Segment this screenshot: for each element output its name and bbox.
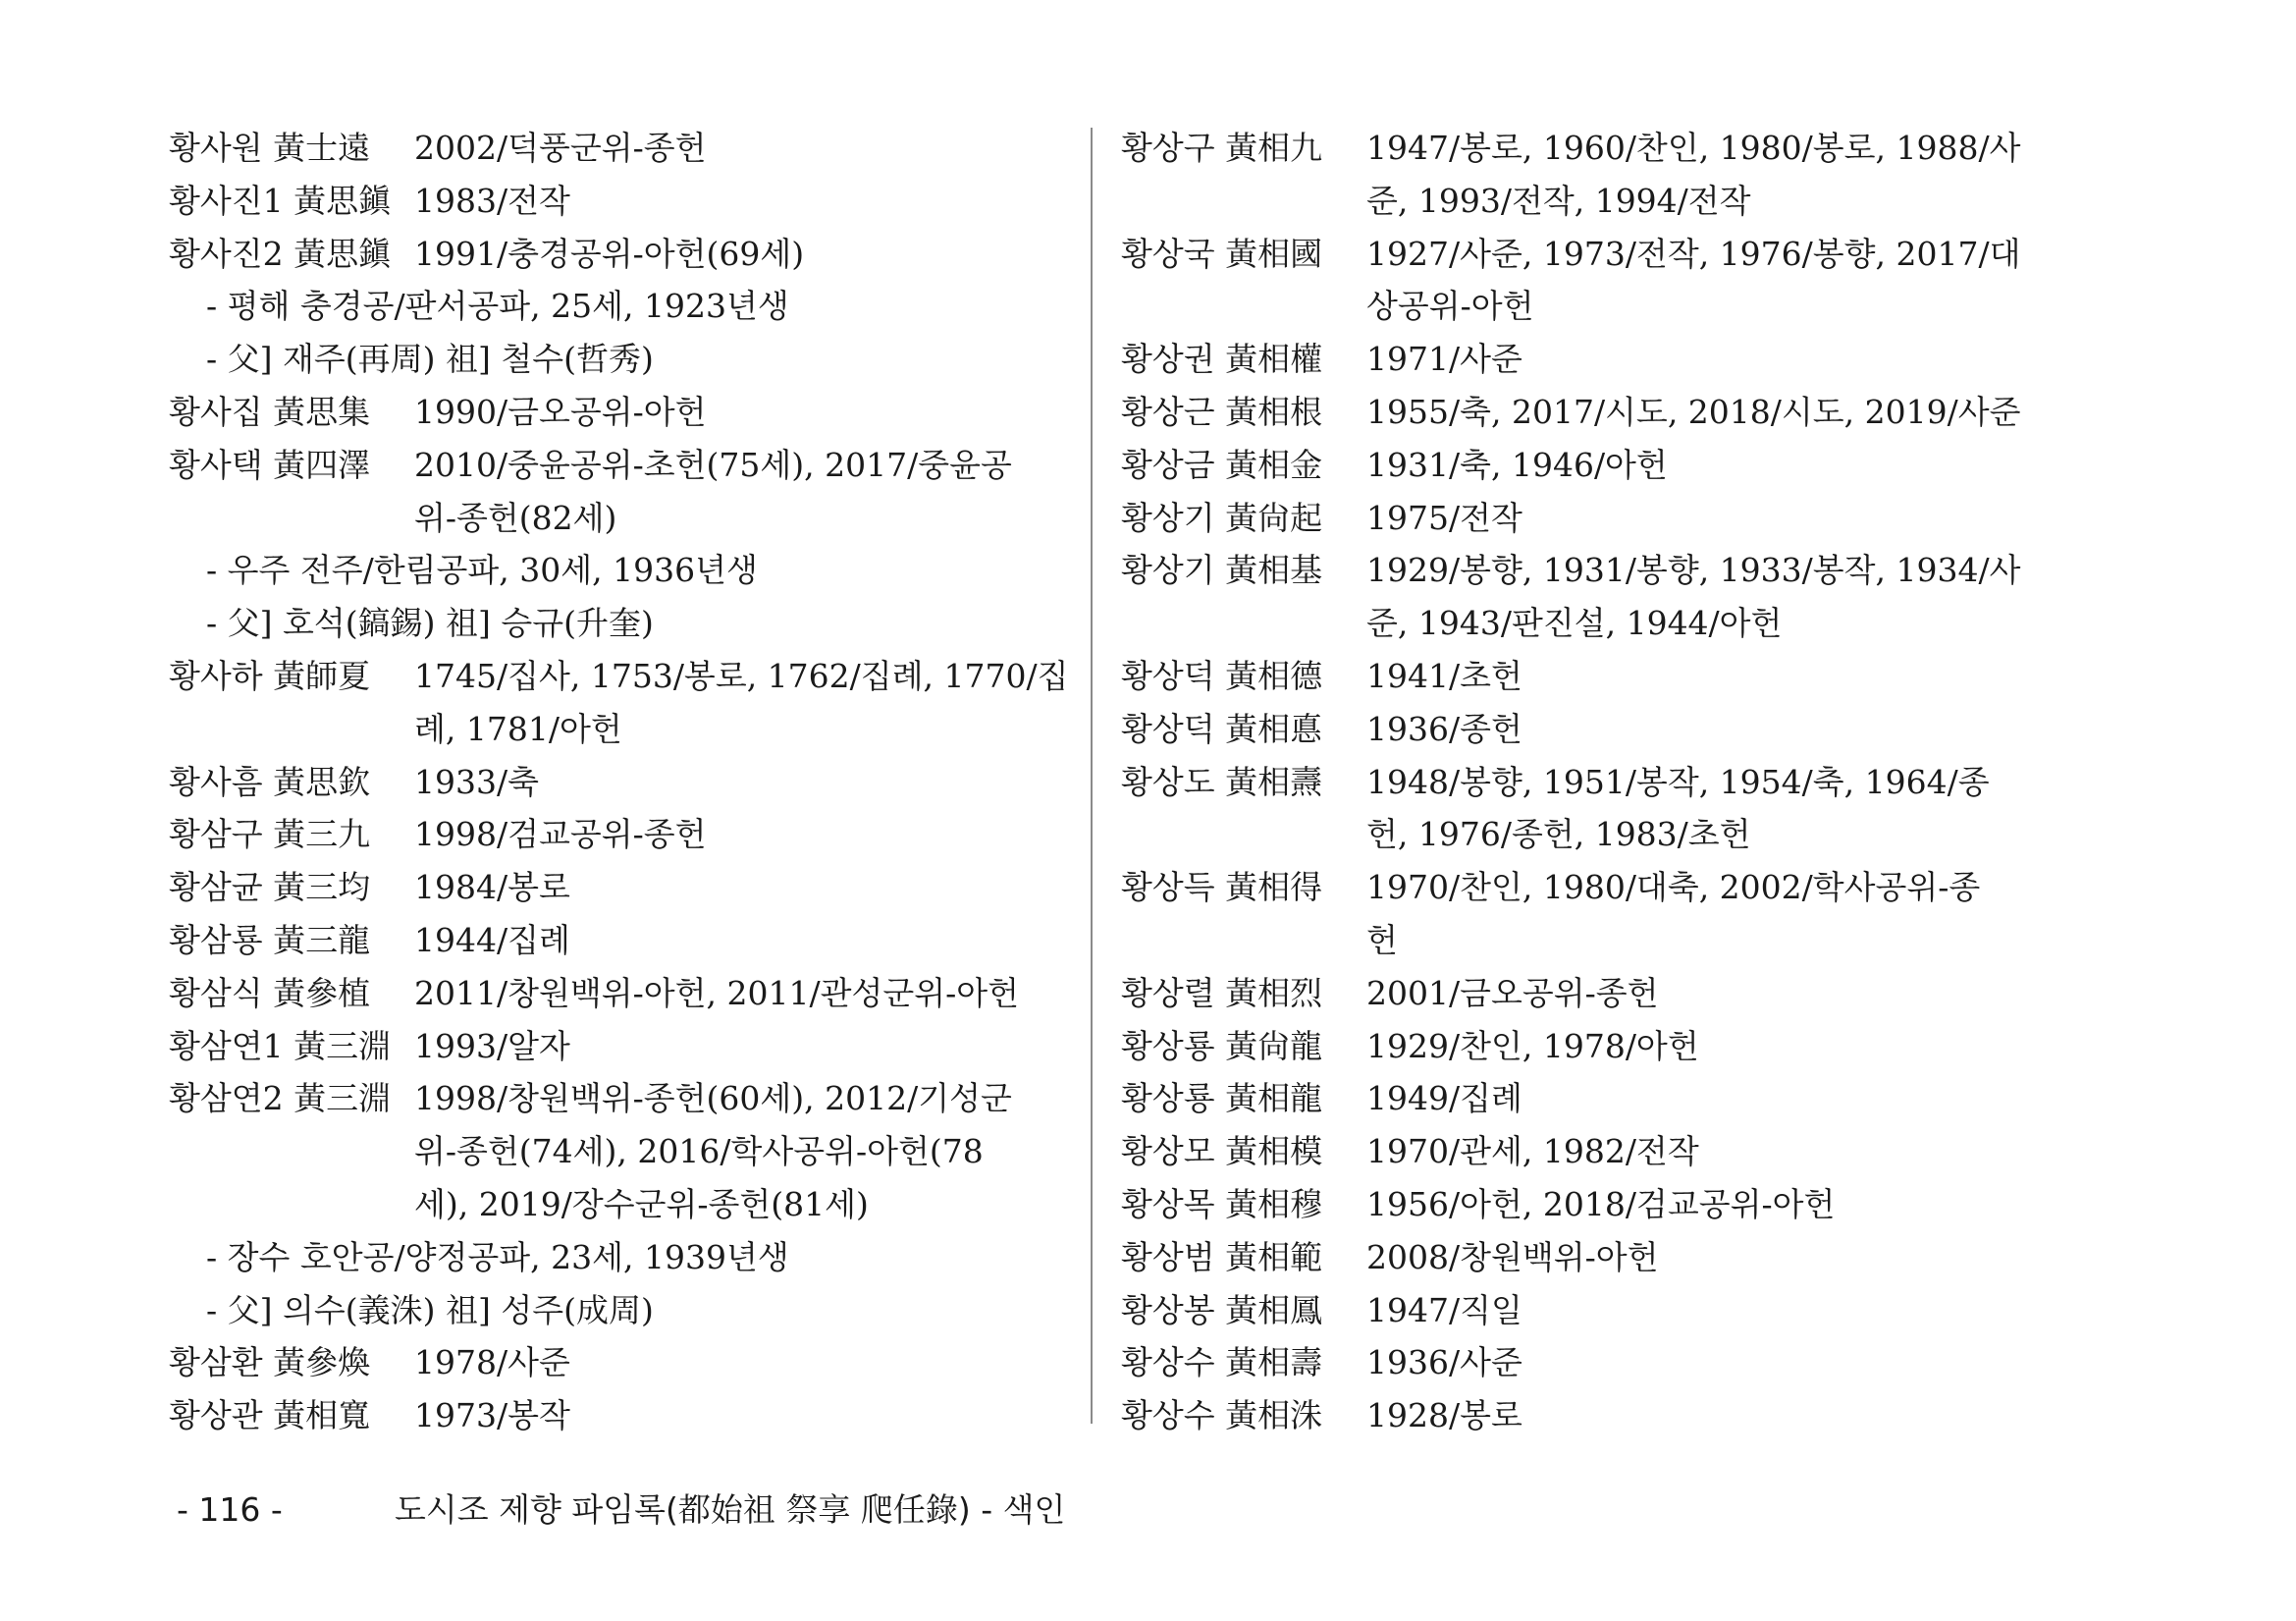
index-entry	[1121, 333, 2024, 386]
entry-record: 위-종헌(82세)	[414, 498, 617, 537]
index-entry	[169, 861, 1072, 914]
index-entry	[169, 808, 1072, 861]
entry-name: 황상덕 黃相悳	[1121, 709, 1323, 748]
entry-record: 1948/봉향, 1951/봉작, 1954/축, 1964/종	[1366, 762, 1990, 801]
index-entry	[169, 228, 1072, 281]
entry-record: 헌	[1366, 920, 1398, 959]
index-entry-continuation	[1121, 597, 2024, 650]
entry-record: 준, 1943/판진설, 1944/아헌	[1366, 604, 1783, 643]
index-entry	[1121, 1178, 2024, 1231]
entry-record: 위-종헌(74세), 2016/학사공위-아헌(78	[414, 1132, 984, 1171]
index-entry	[1121, 703, 2024, 756]
entry-name: 황상기 黃尙起	[1121, 498, 1323, 537]
index-entry	[1121, 967, 2024, 1020]
entry-record: 1956/아헌, 2018/검교공위-아헌	[1366, 1184, 1836, 1223]
index-entry	[169, 439, 1072, 492]
entry-name: 황삼연2 黃三淵	[169, 1079, 392, 1118]
entry-name: 황상득 黃相得	[1121, 868, 1323, 907]
index-entry	[1121, 1231, 2024, 1284]
entry-record: 1936/사준	[1366, 1343, 1522, 1382]
index-entry	[1121, 756, 2024, 809]
entry-record: - 父] 의수(義洙) 祖] 성주(成周)	[206, 1290, 654, 1329]
entry-record: 1931/축, 1946/아헌	[1366, 445, 1668, 484]
index-entry	[1121, 1072, 2024, 1125]
entry-record: - 장수 호안공/양정공파, 23세, 1939년생	[206, 1237, 789, 1276]
entry-name: 황상금 黃相金	[1121, 445, 1323, 484]
index-entry	[169, 650, 1072, 703]
entry-record: 상공위-아헌	[1366, 287, 1534, 326]
entry-record: 1949/집례	[1366, 1079, 1522, 1118]
entry-record: 1970/관세, 1982/전작	[1366, 1132, 1699, 1171]
entry-record: 1990/금오공위-아헌	[414, 392, 707, 431]
index-entry	[1121, 1125, 2024, 1178]
entry-name: 황상렬 黃相烈	[1121, 973, 1323, 1012]
entry-name: 황삼룡 黃三龍	[169, 920, 371, 959]
entry-record: - 평해 충경공/판서공파, 25세, 1923년생	[206, 287, 789, 326]
entry-record: - 우주 전주/한림공파, 30세, 1936년생	[206, 551, 758, 590]
entry-name: 황상봉 黃相鳳	[1121, 1290, 1323, 1329]
index-entry	[1121, 386, 2024, 439]
entry-name: 황상근 黃相根	[1121, 392, 1323, 431]
entry-record: 1947/직일	[1366, 1290, 1522, 1329]
entry-name: 황상모 黃相模	[1121, 1132, 1323, 1171]
entry-name: 황사흠 黃思欽	[169, 762, 371, 801]
index-entry	[1121, 650, 2024, 703]
index-entry-note	[169, 544, 1072, 597]
index-entry	[169, 967, 1072, 1020]
entry-record: - 父] 재주(再周) 祖] 철수(哲秀)	[206, 340, 654, 379]
entry-name: 황상수 黃相洙	[1121, 1396, 1323, 1435]
index-entry-continuation	[1121, 280, 2024, 333]
entry-name: 황상룡 黃尙龍	[1121, 1026, 1323, 1065]
index-entry-continuation	[1121, 175, 2024, 228]
entry-record: 례, 1781/아헌	[414, 709, 622, 748]
index-column-right	[1121, 122, 2024, 1442]
entry-record: 1928/봉로	[1366, 1396, 1522, 1435]
index-entry	[1121, 1389, 2024, 1442]
index-entry	[1121, 122, 2024, 175]
entry-name: 황삼환 黃參煥	[169, 1343, 371, 1382]
entry-name: 황상수 黃相壽	[1121, 1343, 1323, 1382]
index-entry	[1121, 1020, 2024, 1073]
index-entry-note	[169, 1231, 1072, 1284]
entry-name: 황상룡 黃相龍	[1121, 1079, 1323, 1118]
index-entry	[1121, 544, 2024, 597]
index-entry	[1121, 492, 2024, 545]
index-entry	[169, 1020, 1072, 1073]
entry-record: 1991/충경공위-아헌(69세)	[414, 234, 805, 273]
entry-record: 2001/금오공위-종헌	[1366, 973, 1659, 1012]
entry-record: 2011/창원백위-아헌, 2011/관성군위-아헌	[414, 973, 1020, 1012]
entry-record: 헌, 1976/종헌, 1983/초헌	[1366, 815, 1751, 854]
index-entry	[169, 175, 1072, 228]
index-entry	[169, 386, 1072, 439]
entry-name: 황삼균 黃三均	[169, 868, 371, 907]
index-entry	[1121, 861, 2024, 914]
index-entry	[1121, 439, 2024, 492]
entry-record: - 父] 호석(鎬錫) 祖] 승규(升奎)	[206, 604, 654, 643]
index-entry	[1121, 228, 2024, 281]
index-entry-note	[169, 333, 1072, 386]
index-entry-continuation	[1121, 808, 2024, 861]
entry-name: 황사원 黃士遠	[169, 129, 371, 167]
book-title: 도시조 제향 파임록(都始祖 祭享 爬任錄) - 색인	[395, 1490, 1066, 1529]
entry-name: 황상구 黃相九	[1121, 129, 1323, 167]
column-divider	[1091, 128, 1093, 1424]
entry-name: 황상관 黃相寬	[169, 1396, 371, 1435]
index-entry-note	[169, 1284, 1072, 1337]
entry-record: 1970/찬인, 1980/대축, 2002/학사공위-종	[1366, 868, 1981, 907]
index-entry	[169, 122, 1072, 175]
index-entry-continuation	[169, 1178, 1072, 1231]
entry-record: 세), 2019/장수군위-종헌(81세)	[414, 1184, 869, 1223]
entry-name: 황삼구 黃三九	[169, 815, 371, 854]
entry-record: 1955/축, 2017/시도, 2018/시도, 2019/사준	[1366, 392, 2021, 431]
index-column-left	[169, 122, 1072, 1442]
entry-record: 준, 1993/전작, 1994/전작	[1366, 181, 1751, 220]
entry-name: 황사집 黃思集	[169, 392, 371, 431]
entry-record: 1944/집례	[414, 920, 570, 959]
index-entry	[169, 1072, 1072, 1125]
entry-record: 1983/전작	[414, 181, 570, 220]
entry-name: 황상범 黃相範	[1121, 1237, 1323, 1276]
entry-name: 황상권 黃相權	[1121, 340, 1323, 379]
entry-record: 1929/찬인, 1978/아헌	[1366, 1026, 1699, 1065]
entry-name: 황사진1 黃思鎭	[169, 181, 392, 220]
entry-record: 2002/덕풍군위-종헌	[414, 129, 707, 167]
entry-record: 1978/사준	[414, 1343, 570, 1382]
entry-name: 황상덕 黃相德	[1121, 656, 1323, 695]
entry-record: 1998/창원백위-종헌(60세), 2012/기성군	[414, 1079, 1012, 1118]
entry-name: 황상국 黃相國	[1121, 234, 1323, 273]
entry-name: 황상기 黃相基	[1121, 551, 1323, 590]
entry-record: 1941/초헌	[1366, 656, 1522, 695]
entry-record: 1936/종헌	[1366, 709, 1522, 748]
page-footer	[177, 1485, 1065, 1531]
entry-record: 1929/봉향, 1931/봉향, 1933/봉작, 1934/사	[1366, 551, 2021, 590]
index-entry	[1121, 1336, 2024, 1389]
entry-record: 1947/봉로, 1960/찬인, 1980/봉로, 1988/사	[1366, 129, 2021, 167]
entry-record: 1984/봉로	[414, 868, 570, 907]
entry-name: 황사하 黃師夏	[169, 656, 371, 695]
entry-record: 1971/사준	[1366, 340, 1522, 379]
entry-record: 1973/봉작	[414, 1396, 570, 1435]
index-entry	[169, 914, 1072, 967]
entry-name: 황상도 黃相燾	[1121, 762, 1323, 801]
index-entry-continuation	[1121, 914, 2024, 967]
index-entry-note	[169, 597, 1072, 650]
entry-record: 2010/중윤공위-초헌(75세), 2017/중윤공	[414, 445, 1012, 484]
entry-record: 1998/검교공위-종헌	[414, 815, 707, 854]
page-number: - 116 -	[177, 1490, 283, 1529]
entry-name: 황삼식 黃參植	[169, 973, 371, 1012]
index-entry-note	[169, 280, 1072, 333]
entry-name: 황사진2 黃思鎭	[169, 234, 392, 273]
entry-name: 황사택 黃四澤	[169, 445, 371, 484]
entry-name: 황삼연1 黃三淵	[169, 1026, 392, 1065]
index-entry-continuation	[169, 492, 1072, 545]
index-entry	[1121, 1284, 2024, 1337]
entry-record: 1745/집사, 1753/봉로, 1762/집례, 1770/집	[414, 656, 1069, 695]
entry-record: 1933/축	[414, 762, 539, 801]
entry-record: 1993/알자	[414, 1026, 570, 1065]
index-entry	[169, 1336, 1072, 1389]
index-entry	[169, 1389, 1072, 1442]
index-entry	[169, 756, 1072, 809]
entry-name: 황상목 黃相穆	[1121, 1184, 1323, 1223]
entry-record: 1927/사준, 1973/전작, 1976/봉향, 2017/대	[1366, 234, 2021, 273]
entry-record: 2008/창원백위-아헌	[1366, 1237, 1659, 1276]
index-entry-continuation	[169, 703, 1072, 756]
entry-record: 1975/전작	[1366, 498, 1522, 537]
index-entry-continuation	[169, 1125, 1072, 1178]
